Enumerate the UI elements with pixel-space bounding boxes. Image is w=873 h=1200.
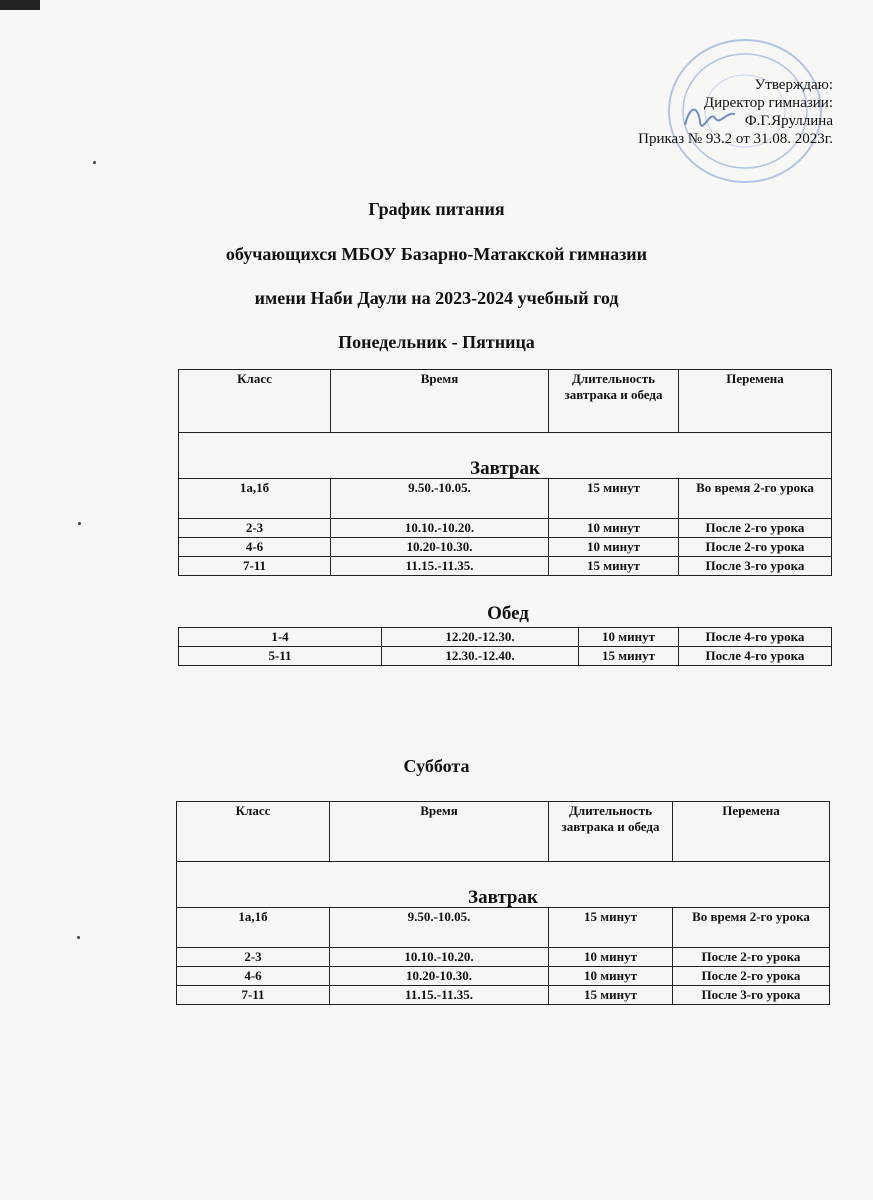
header-class: Класс (179, 370, 331, 433)
cell-time: 11.15.-11.35. (330, 986, 549, 1005)
saturday-heading: Суббота (403, 756, 470, 776)
cell-time: 12.20.-12.30. (382, 628, 579, 647)
cell-class: 7-11 (177, 986, 330, 1005)
cell-duration: 15 минут (579, 647, 679, 666)
table-header-row (179, 370, 832, 433)
header-break: Перемена (673, 802, 830, 862)
cell-class: 1-4 (179, 628, 382, 647)
cell-class: 4-6 (177, 967, 330, 986)
cell-break: Во время 2-го урока (673, 908, 830, 948)
approval-line-1: Утверждаю: (754, 77, 833, 93)
table-row (179, 557, 832, 576)
cell-time: 12.30.-12.40. (382, 647, 579, 666)
header-duration: Длительность завтрака и обеда (549, 370, 679, 433)
header-time: Время (330, 802, 549, 862)
cell-class: 1а,1б (177, 908, 330, 948)
cell-class: 1а,1б (179, 479, 331, 519)
table-row (179, 538, 832, 557)
cell-break: После 2-го урока (679, 519, 832, 538)
section-lunch: Обед (487, 603, 529, 624)
table-row (177, 967, 830, 986)
cell-class: 2-3 (177, 948, 330, 967)
cell-break: После 4-го урока (679, 647, 832, 666)
scan-speck (78, 522, 81, 525)
cell-class: 7-11 (179, 557, 331, 576)
cell-time: 9.50.-10.05. (331, 479, 549, 519)
cell-break: После 2-го урока (673, 948, 830, 967)
cell-break: После 2-го урока (673, 967, 830, 986)
table-row (179, 519, 832, 538)
cell-duration: 15 минут (549, 557, 679, 576)
cell-class: 2-3 (179, 519, 331, 538)
cell-time: 10.20-10.30. (330, 967, 549, 986)
cell-break: После 3-го урока (679, 557, 832, 576)
page-title: График питания (368, 199, 505, 219)
cell-duration: 10 минут (579, 628, 679, 647)
weekday-lunch-table (178, 627, 832, 666)
cell-class: 5-11 (179, 647, 382, 666)
scan-corner-mark (0, 0, 40, 10)
page-subtitle-1: обучающихся МБОУ Базарно-Матакской гимназии (225, 244, 648, 264)
approval-line-4: Приказ № 93.2 от 31.08. 2023г. (638, 131, 833, 147)
cell-duration: 15 минут (549, 479, 679, 519)
table-row (179, 647, 832, 666)
section-breakfast: Завтрак (179, 433, 832, 479)
table-row (177, 948, 830, 967)
table-row (179, 628, 832, 647)
cell-time: 10.10.-10.20. (331, 519, 549, 538)
page-subtitle-2: имени Наби Даули на 2023-2024 учебный год (254, 288, 619, 308)
approval-line-3: Ф.Г.Яруллина (744, 113, 833, 129)
cell-break: После 4-го урока (679, 628, 832, 647)
table-row (179, 479, 832, 519)
cell-time: 10.20-10.30. (331, 538, 549, 557)
cell-duration: 10 минут (549, 538, 679, 557)
header-duration: Длительность завтрака и обеда (549, 802, 673, 862)
cell-duration: 15 минут (549, 986, 673, 1005)
cell-time: 11.15.-11.35. (331, 557, 549, 576)
header-class: Класс (177, 802, 330, 862)
table-row (177, 986, 830, 1005)
cell-time: 10.10.-10.20. (330, 948, 549, 967)
header-break: Перемена (679, 370, 832, 433)
table-header-row (177, 802, 830, 862)
cell-break: После 2-го урока (679, 538, 832, 557)
weekday-heading: Понедельник - Пятница (338, 332, 535, 352)
scan-speck (77, 936, 80, 939)
approval-block (638, 76, 833, 148)
approval-line-2: Директор гимназии: (703, 95, 833, 111)
saturday-breakfast-table (176, 801, 830, 1005)
header-time: Время (331, 370, 549, 433)
cell-duration: 15 минут (549, 908, 673, 948)
cell-duration: 10 минут (549, 519, 679, 538)
cell-break: После 3-го урока (673, 986, 830, 1005)
weekday-breakfast-table (178, 369, 832, 576)
cell-class: 4-6 (179, 538, 331, 557)
cell-duration: 10 минут (549, 948, 673, 967)
scan-speck (93, 161, 96, 164)
table-row (177, 908, 830, 948)
section-breakfast: Завтрак (177, 862, 830, 908)
cell-break: Во время 2-го урока (679, 479, 832, 519)
cell-time: 9.50.-10.05. (330, 908, 549, 948)
cell-duration: 10 минут (549, 967, 673, 986)
